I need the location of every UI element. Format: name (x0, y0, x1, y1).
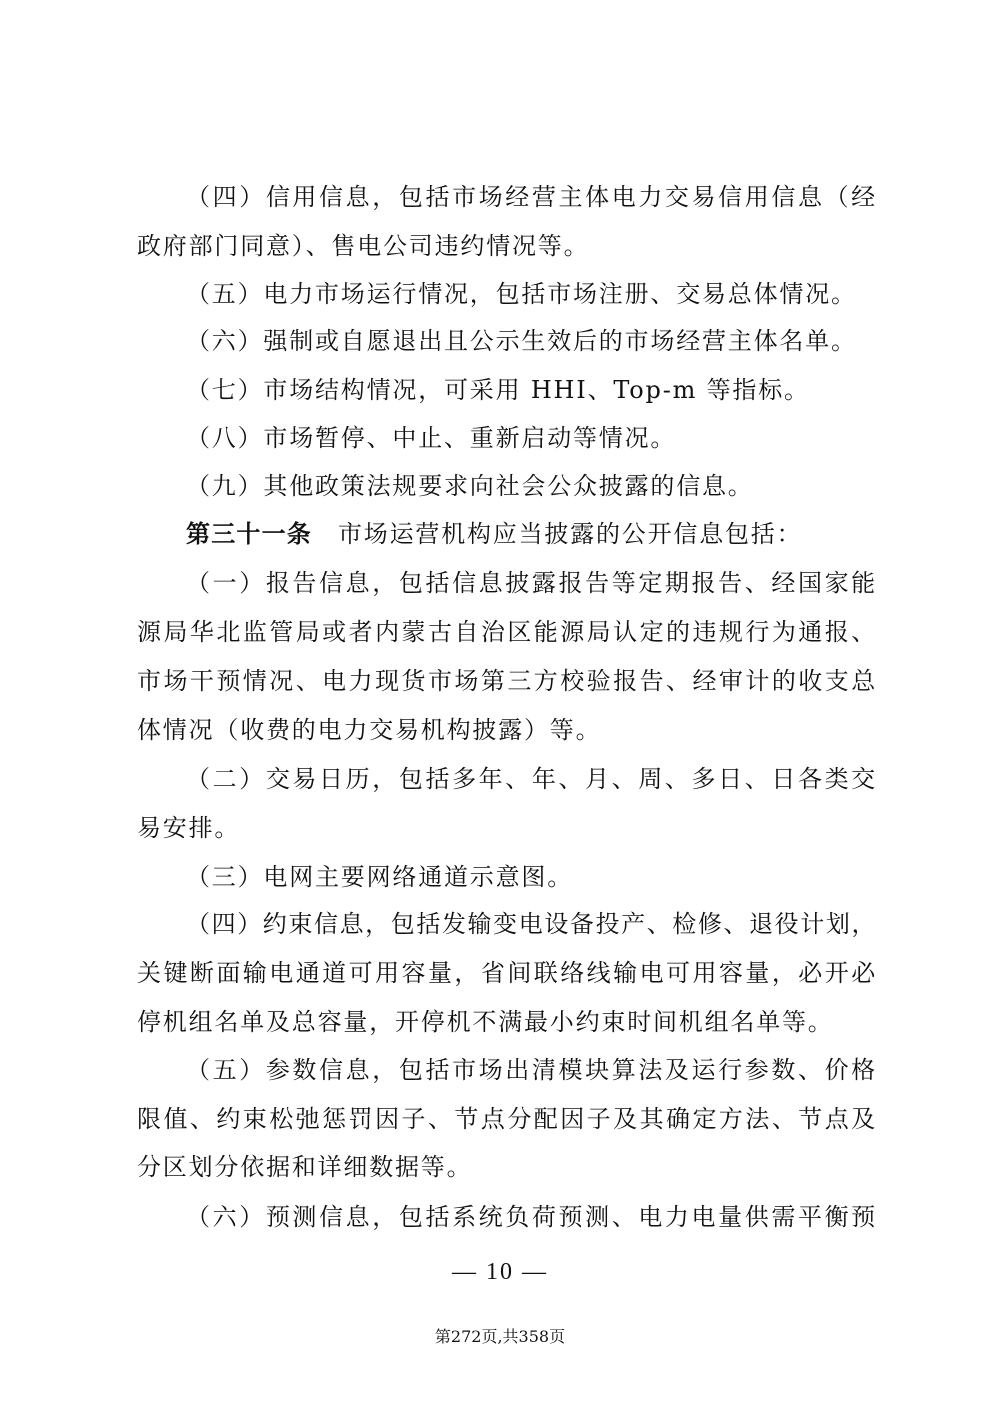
paragraph-line: 易安排。 (137, 814, 241, 842)
paragraph-line: （九）其他政策法规要求向社会公众披露的信息。 (186, 472, 754, 500)
article-heading-line (186, 516, 877, 552)
paragraph-line: （五）电力市场运行情况，包括市场注册、交易总体情况。 (186, 280, 857, 308)
paragraph-line: （二）交易日历，包括多年、年、月、周、多日、日各类交 (186, 765, 877, 793)
paragraph-line: （七）市场结构情况，可采用 HHI、Top-m 等指标。 (186, 376, 810, 404)
paragraph-line: （三）电网主要网络通道示意图。 (186, 863, 573, 891)
paragraph-line: （一）报告信息，包括信息披露报告等定期报告、经国家能 (186, 569, 877, 597)
page-number: — 10 — (452, 1259, 548, 1285)
article-text: 市场运营机构应当披露的公开信息包括： (338, 520, 803, 548)
paragraph-line: （四）信用信息，包括市场经营主体电力交易信用信息（经 (186, 183, 877, 211)
paragraph-line: 源局华北监管局或者内蒙古自治区能源局认定的违规行为通报、 (137, 618, 877, 646)
paragraph-line: 市场干预情况、电力现货市场第三方校验报告、经审计的收支总 (137, 667, 877, 695)
paragraph-line: 停机组名单及总容量，开停机不满最小约束时间机组名单等。 (137, 1008, 834, 1036)
paragraph-line: （五）参数信息，包括市场出清模块算法及运行参数、价格 (186, 1056, 877, 1084)
paragraph-line: 关键断面输电通道可用容量，省间联络线输电可用容量，必开必 (137, 959, 877, 987)
paragraph-line: 分区划分依据和详细数据等。 (137, 1153, 473, 1181)
paragraph-line: 限值、约束松弛惩罚因子、节点分配因子及其确定方法、节点及 (137, 1105, 877, 1133)
paragraph-line: （八）市场暂停、中止、重新启动等情况。 (186, 424, 677, 452)
page-count-footer: 第272页,共358页 (434, 1327, 566, 1346)
paragraph-line: 体情况（收费的电力交易机构披露）等。 (137, 716, 602, 744)
paragraph-line: 政府部门同意）、售电公司违约情况等。 (137, 232, 590, 260)
article-title: 第三十一条 (186, 519, 312, 548)
paragraph-line: （六）强制或自愿退出且公示生效后的市场经营主体名单。 (186, 327, 857, 355)
paragraph-line: （六）预测信息，包括系统负荷预测、电力电量供需平衡预 (186, 1203, 877, 1231)
paragraph-line: （四）约束信息，包括发输变电设备投产、检修、退役计划， (186, 910, 877, 938)
